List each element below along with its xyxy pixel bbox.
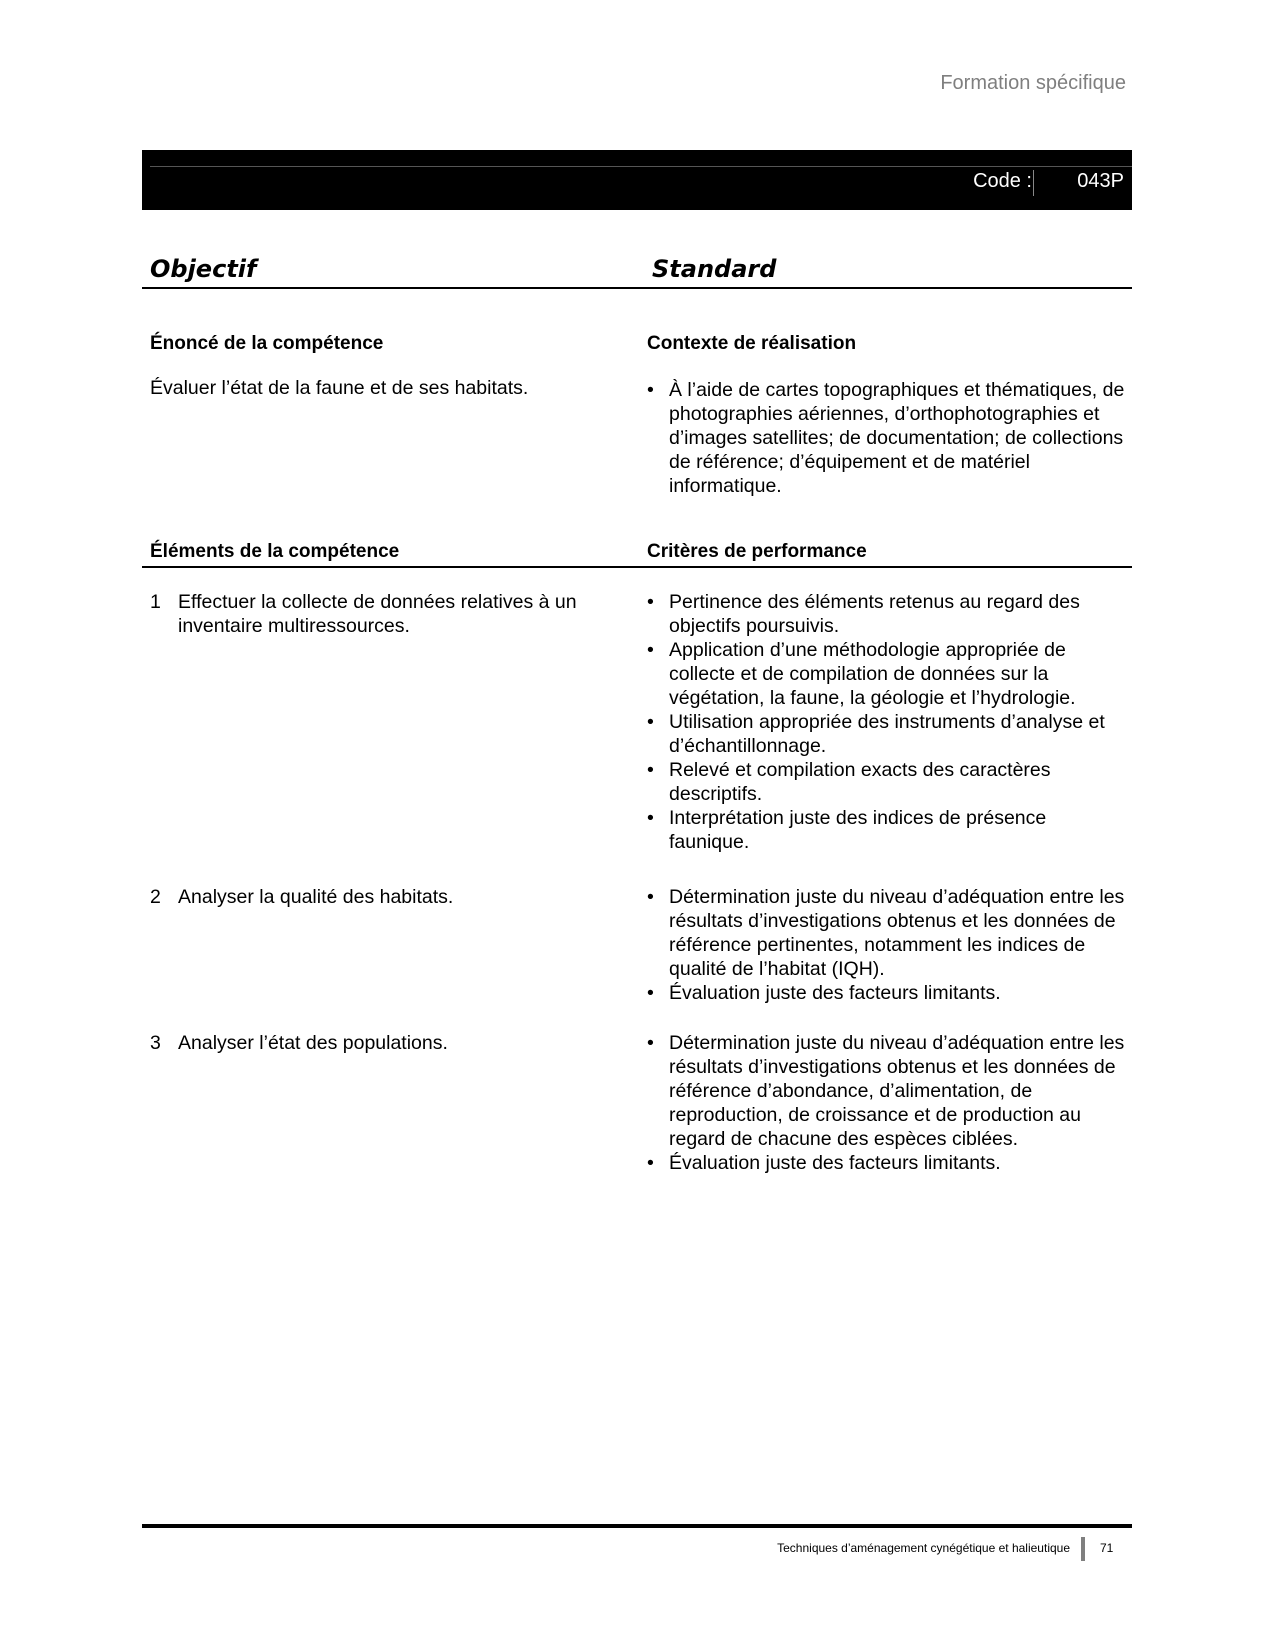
code-bar [142,150,1132,210]
criteres-title: Critères de performance [647,541,867,562]
list-item: • Détermination juste du niveau d’adéquation entre les résultats d’investigations obtenus et les données de référence d’abondance, d’alimentation, de reproduction, de croissance et de production au regard de chacune des espèces ciblées. [647,1031,1127,1151]
code-bar-rule [150,166,1132,167]
footer-divider [1081,1537,1085,1561]
column-heading-standard: Standard [652,255,777,283]
element-number: 2 [150,886,161,908]
list-item: • Détermination juste du niveau d’adéquation entre les résultats d’investigations obtenus et les données de référence pertinentes, notamment les indices de qualité de l’habitat (IQH). [647,885,1127,981]
element-item-3 [150,1031,615,1055]
list-item: • Utilisation appropriée des instruments d’analyse et d’échantillonnage. [647,710,1127,758]
contexte-list [647,378,1127,498]
element-number: 3 [150,1032,161,1054]
column-heading-objectif: Objectif [150,255,257,283]
list-item: • Interprétation juste des indices de présence faunique. [647,806,1127,854]
elements-title: Éléments de la compétence [150,541,400,562]
enonce-text: Évaluer l’état de la faune et de ses habitats. [150,377,529,399]
criteres-list-2 [647,885,1127,1005]
criteres-list-3 [647,1031,1127,1175]
element-text: Analyser l’état des populations. [178,1032,448,1054]
page-number: 71 [1100,1541,1114,1555]
list-item: • Application d’une méthodologie appropriée de collecte et de compilation de données sur la végétation, la faune, la géologie et l’hydrologie. [647,638,1127,710]
enonce-title: Énoncé de la compétence [150,333,384,354]
list-item: • Évaluation juste des facteurs limitants. [647,981,1127,1005]
footer-title: Techniques d’aménagement cynégétique et halieutique [777,1541,1070,1555]
list-item: • Relevé et compilation exacts des caractères descriptifs. [647,758,1127,806]
heading-rule [142,287,1132,289]
code-value: 043P [1077,170,1124,192]
element-text: Analyser la qualité des habitats. [178,886,454,908]
element-item-2 [150,885,615,909]
list-item: • Évaluation juste des facteurs limitants. [647,1151,1127,1175]
criteres-list-1 [647,590,1127,854]
list-item: • Pertinence des éléments retenus au regard des objectifs poursuivis. [647,590,1127,638]
header-label: Formation spécifique [940,72,1126,94]
code-separator [1033,170,1034,196]
list-item: • À l’aide de cartes topographiques et thématiques, de photographies aériennes, d’orthophotographies et d’images satellites; de documentation; de collections de référence; d’équipement et de matériel informatique. [647,378,1127,498]
section-rule [142,566,1132,568]
contexte-title: Contexte de réalisation [647,333,857,354]
element-text: Effectuer la collecte de données relatives à un inventaire multiressources. [178,591,577,637]
footer-rule [142,1524,1132,1528]
element-item-1 [150,590,615,638]
code-label: Code : [973,170,1032,192]
element-number: 1 [150,591,161,613]
